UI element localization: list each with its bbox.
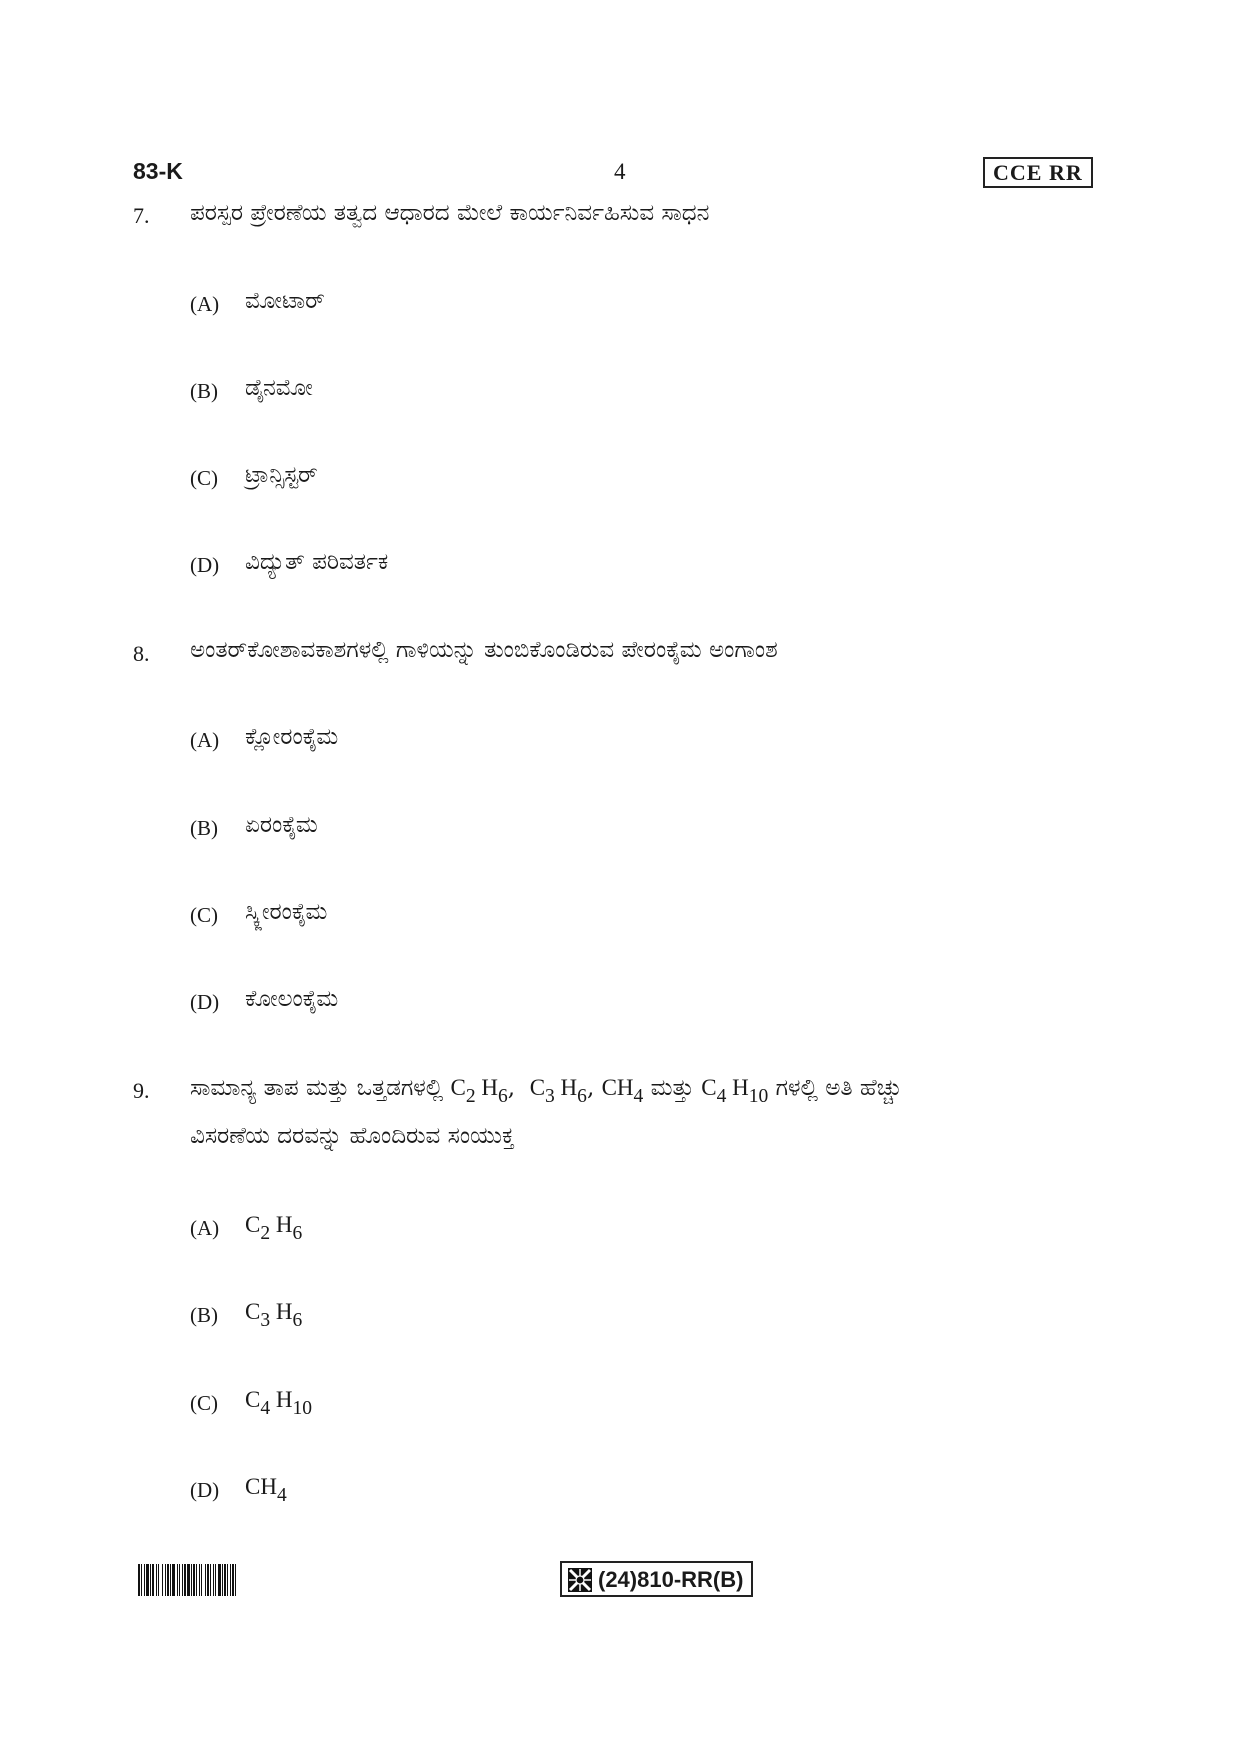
q9-option-d-formula [245,1474,287,1506]
formula-subscript: 10 [292,1397,313,1419]
footer-paper-code-text: (24)810-RR(B) [598,1567,744,1592]
cross-seal-icon [568,1568,592,1592]
formula-element: C [245,1387,261,1412]
formula-element: C [245,1299,261,1324]
question-9-number: 9. [133,1078,150,1103]
q8-option-a-label: (A) [190,728,220,752]
formula-subscript: 10 [748,1085,769,1107]
q9-option-b-label: (B) [190,1303,218,1327]
q7-option-a-text: ಮೋಟಾರ್ [245,288,325,314]
q7-option-b-text: ಡೈನಮೋ [245,375,313,401]
formula-subscript: 4 [260,1397,271,1419]
q8-option-b-text: ಏರಂಕೈಮ [245,812,318,838]
page-number: 4 [614,159,626,184]
formula-subscript: 2 [465,1085,476,1107]
q9-text-line-2: ವಿಸರಣೆಯ ದರವನ್ನು ಹೊಂದಿರುವ ಸಂಯುಕ್ತ [190,1123,515,1149]
formula-subscript: 6 [577,1085,587,1107]
q7-option-d-label: (D) [190,553,220,577]
q9-option-c-formula [245,1387,313,1419]
q9-option-b-formula [245,1299,303,1331]
q8-option-c-label: (C) [190,903,218,927]
formula-element: C [245,1212,261,1237]
q7-option-b-label: (B) [190,379,218,403]
q8-option-a-text: ಕ್ಲೋರಂಕೈಮ [245,724,339,750]
q8-option-d-label: (D) [190,990,220,1014]
formula-subscript: 3 [260,1309,271,1331]
formula-subscript: 2 [260,1222,271,1244]
formula-element: H [275,1299,293,1324]
question-8-text: ಅಂತರ್‌ಕೋಶಾವಕಾಶಗಳಲ್ಲಿ ಗಾಳಿಯನ್ನು ತುಂಬಿಕೊಂಡಿರುವ ಪೇರಂಕೈಮ ಅಂಗಾಂಶ [190,637,778,663]
formula-subscript: 4 [276,1484,287,1506]
formula-subscript: 3 [545,1085,555,1107]
formula-subscript: 6 [292,1309,303,1331]
q9-option-a-formula [245,1212,303,1244]
question-8-number: 8. [133,641,150,666]
formula-element: CH [245,1474,277,1499]
barcode-icon [138,1564,372,1596]
formula-subscript: 6 [497,1085,508,1107]
footer-paper-code [560,1561,753,1597]
question-7-number: 7. [133,203,150,228]
formula-element: H [560,1075,578,1100]
formula-c3h6 [529,1075,587,1107]
q8-option-b-label: (B) [190,816,218,840]
formula-element: CH [601,1075,634,1100]
q7-option-c-label: (C) [190,466,218,490]
paper-code-header: 83-K [133,158,183,184]
question-7-text: ಪರಸ್ಪರ ಪ್ರೇರಣೆಯ ತತ್ವದ ಆಧಾರದ ಮೇಲೆ ಕಾರ್ಯನಿರ್ವಹಿಸುವ ಸಾಧನ [190,200,710,226]
q9-option-d-label: (D) [190,1478,220,1502]
formula-element: H [732,1075,749,1100]
formula-element: C [450,1075,466,1100]
question-9-text: ಸಾಮಾನ್ಯ ತಾಪ ಮತ್ತು ಒತ್ತಡಗಳಲ್ಲಿ $C_2$ $H_6$, $C_3$ $H_6$, $CH_4$ ಮತ್ತು $C_4$ $H_{10}$ ಗಳಲ್ಲಿ ಅತಿ ಹೆಚ್ಚು ವಿಸರಣೆಯ ದರವನ್ನು ಹೊಂದಿರುವ ಸಂಯುಕ್ತ [190,1075,903,1149]
q8-option-c-text: ಸ್ಕ್ಲೀರಂಕೈಮ [245,899,328,925]
formula-c2h6 [450,1075,508,1107]
formula-element: H [275,1387,293,1412]
formula-c4h10 [701,1075,769,1107]
q9-text-part-1: ಸಾಮಾನ್ಯ ತಾಪ ಮತ್ತು ಒತ್ತಡಗಳಲ್ಲಿ [190,1075,444,1101]
q8-option-d-text: ಕೋಲಂಕೈಮ [245,986,339,1012]
q9-option-c-label: (C) [190,1391,218,1415]
formula-subscript: 6 [292,1222,303,1244]
q9-text-part-2: ಮತ್ತು [650,1075,694,1101]
formula-subscript: 4 [633,1085,644,1107]
q7-option-d-text: ವಿದ್ಯುತ್ ಪರಿವರ್ತಕ [245,549,389,575]
formula-element: C [529,1075,546,1100]
q9-option-a-label: (A) [190,1216,220,1240]
barcode-bar [236,1564,237,1596]
formula-ch4 [601,1075,644,1107]
q7-option-a-label: (A) [190,292,220,316]
q9-text-part-3: ಗಳಲ್ಲಿ ಅತಿ ಹೆಚ್ಚು [775,1075,903,1101]
formula-element: H [275,1212,293,1237]
formula-element: C [701,1075,717,1100]
formula-subscript: 4 [716,1085,727,1107]
formula-element: H [481,1075,498,1100]
cce-rr-badge: CCE RR [983,157,1093,188]
q7-option-c-text: ಟ್ರಾನ್ಸಿಸ್ಟರ್ [245,462,318,488]
